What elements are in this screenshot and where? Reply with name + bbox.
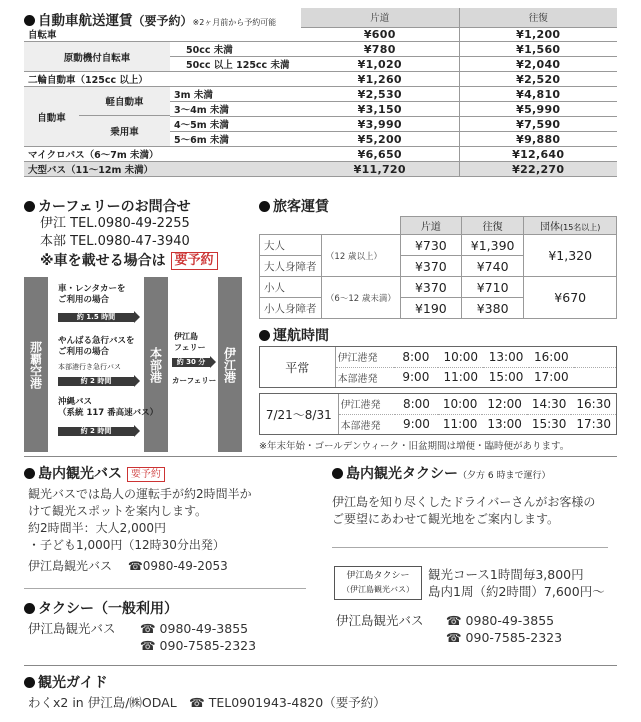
taxi-company-box: 伊江島タクシー （伊江島観光バス）: [334, 566, 422, 600]
tour-taxi-title: 島内観光タクシー（夕方 6 時まで運行）: [332, 463, 550, 483]
schedule-title: 運航時間: [259, 325, 329, 345]
table-row: 原動機付自転車 50cc 未満 ¥780 ¥1,560: [24, 42, 617, 57]
schedule-note: ※年末年始・ゴールデンウィーク・旧盆期間は増便・臨時便があります。: [259, 441, 570, 452]
table-row: 大人身障者 ¥370 ¥740: [260, 256, 617, 277]
ferry-tel-motobu: 本部 TEL.0980-47-3940: [40, 234, 190, 249]
bullet-icon: [24, 201, 35, 212]
ferry-inquiry-title: カーフェリーのお問合せ: [24, 196, 191, 216]
node-naha-airport: 那覇空港: [24, 277, 48, 452]
guide-title: 観光ガイド: [24, 672, 108, 692]
route-okinawa-bus-arrow: 約 2 時間: [58, 427, 134, 436]
ferry-contacts: 伊江 TEL.0980-49-2255 本部 TEL.0980-47-3940 ※車を載せる場合は 要予約: [40, 215, 218, 270]
vehicle-fare-table: [24, 8, 617, 177]
table-row: 大型バス（11～12m 未満） ¥11,720 ¥22,270: [24, 162, 617, 177]
bullet-icon: [24, 677, 35, 688]
route-okinawa-bus-label: 沖縄バス （系統 117 番高速バス）: [58, 397, 159, 418]
node-motobu-port: 本部港: [144, 277, 168, 452]
table-row: 5～6m 未満 ¥5,200 ¥9,880: [24, 132, 617, 147]
bullet-icon: [24, 468, 35, 479]
col-round: 往復: [459, 8, 617, 27]
vehicle-fare-title: 自動車航送運賃（要予約）※2ヶ月前から予約可能: [24, 9, 276, 29]
ferry-tel-ie: 伊江 TEL.0980-49-2255: [40, 216, 190, 231]
bullet-icon: [259, 330, 270, 341]
reserve-badge: 要予約: [127, 467, 165, 482]
route-express-bus-arrow: 約 2 時間: [58, 377, 134, 386]
route-express-bus-label: やんばる急行バスを ご利用の場合: [58, 336, 135, 357]
taxi-tour-tels: ☎ 0980-49-3855 ☎ 090-7585-2323: [446, 613, 563, 645]
bullet-icon: [259, 201, 270, 212]
table-row: 小人身障者 ¥190 ¥380: [260, 298, 617, 319]
ferry-label: 伊江島 フェリー: [174, 332, 206, 352]
passenger-fare-title: 旅客運賃: [259, 196, 329, 216]
col-oneway: 片道: [301, 8, 459, 27]
table-row: 大人 （12 歳以上） ¥730 ¥1,390 ¥1,320: [260, 235, 617, 256]
route-car-arrow: 約 1.5 時間: [58, 313, 134, 322]
reserve-badge: 要予約: [171, 252, 218, 270]
table-row: 3～4m 未満 ¥3,150 ¥5,990: [24, 102, 617, 117]
phone-icon: ☎0980-49-2053: [127, 559, 228, 573]
bullet-icon: [332, 468, 343, 479]
ferry-sub: カーフェリー: [172, 376, 217, 385]
table-row: 自動車 軽自動車 乗用車 3m 未満 ¥2,530 ¥4,810: [24, 87, 617, 102]
schedule-summer: 7/21～8/31 伊江港発 8:00 10:00 12:00 14:30 16:30 本部港発 9:00 11:00 13:00 15:30 17:30: [259, 393, 617, 435]
passenger-fare-table: 片道 往復 団体(15名以上) 大人 （12 歳以上） ¥730 ¥1,390 ¥1,320 大人身障者 ¥370 ¥740 小人 （6～12 歳未満） ¥370 ¥710 ¥670 小人身障者 ¥190 ¥380: [259, 216, 617, 319]
table-row: 自転車 ¥600 ¥1,200: [24, 27, 617, 42]
route-car-label: 車・レンタカーを ご利用の場合: [58, 284, 126, 305]
tour-bus-body: 観光バスでは島人の運転手が約2時間半か けて観光スポットを案内します。 約2時間半：大人2,000円 ・子ども1,000円（12時30分出発） 伊江島観光バス ☎0980-49-2053: [28, 487, 252, 573]
taxi-title: タクシー（一般利用）: [24, 598, 178, 618]
ferry-arrow: 約 30 分: [172, 358, 210, 367]
bullet-icon: [24, 603, 35, 614]
tour-bus-title: 島内観光バス 要予約: [24, 463, 165, 483]
taxi-tels: ☎ 0980-49-3855 ☎ 090-7585-2323: [140, 621, 257, 653]
taxi-tour-contact: 伊江島観光バス: [336, 613, 424, 628]
table-row: 50cc 以上 125cc 未満 ¥1,020 ¥2,040: [24, 57, 617, 72]
table-row: 二輪自動車（125cc 以上） ¥1,260 ¥2,520: [24, 72, 617, 87]
taxi-name: 伊江島観光バス: [28, 621, 116, 636]
route-express-bus-sub: 本部港行き急行バス: [58, 363, 121, 371]
tour-taxi-body: 伊江島を知り尽くしたドライバーさんがお客様の ご要望にあわせて観光地をご案内します。: [332, 495, 596, 526]
table-row: 小人 （6～12 歳未満） ¥370 ¥710 ¥670: [260, 277, 617, 298]
node-ie-port: 伊江港: [218, 277, 242, 452]
table-row: マイクロバス（6～7m 未満） ¥6,650 ¥12,640: [24, 147, 617, 162]
table-row: 4～5m 未満 ¥3,990 ¥7,590: [24, 117, 617, 132]
guide-text: わくx2 in 伊江島/㈱ODAL ☎ TEL0901943-4820（要予約）: [28, 695, 386, 710]
schedule-normal: 平常 伊江港発 8:00 10:00 13:00 16:00 本部港発 9:00 11:00 15:00 17:00: [259, 346, 617, 388]
taxi-prices: 観光コース1時間毎3,800円 島内1周（約2時間）7,600円～: [428, 567, 605, 599]
